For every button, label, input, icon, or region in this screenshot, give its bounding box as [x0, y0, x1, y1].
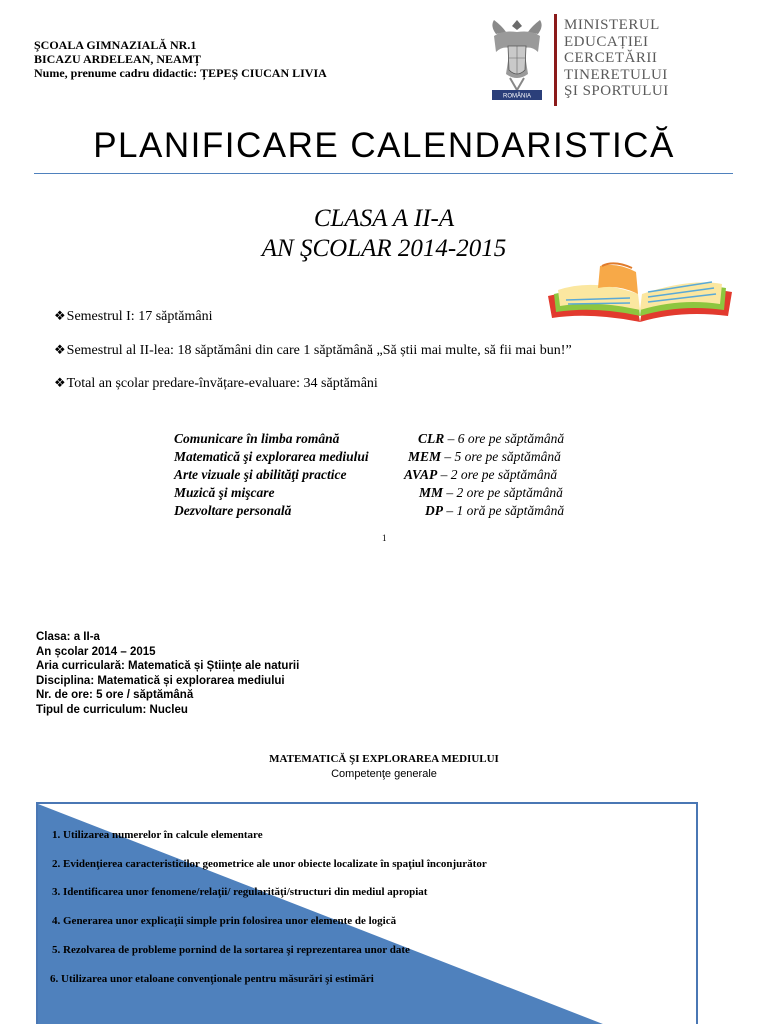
diamond-bullet-icon: ❖: [54, 342, 66, 357]
competences-heading: Competenţe generale: [331, 768, 437, 780]
info-line: Disciplina: Matematică și explorarea mediului: [36, 674, 285, 687]
class-info: [36, 630, 299, 717]
subject-name: Dezvoltare personală: [174, 503, 292, 518]
subject-row: [174, 449, 594, 467]
subject-code: DP – 1 oră pe săptămână: [425, 503, 565, 518]
semester-2: [54, 342, 572, 359]
competence-item: 1. Utilizarea numerelor în calcule elementare: [52, 829, 263, 841]
subject-row: [174, 503, 594, 521]
ministry-line: TINERETULUI: [564, 66, 668, 83]
subject-code: MEM – 5 ore pe săptămână: [408, 449, 561, 464]
ministry-line: MINISTERUL: [564, 17, 660, 33]
school-year: AN ŞCOLAR 2014-2015: [261, 235, 507, 262]
subject-code: CLR – 6 ore pe săptămână: [418, 431, 565, 446]
semester-total: [54, 375, 378, 392]
school-location: BICAZU ARDELEAN, NEAMȚ: [34, 52, 202, 66]
competence-item: 5. Rezolvarea de probleme pornind de la sortarea şi reprezentarea unor date: [52, 944, 410, 956]
diamond-bullet-icon: ❖: [54, 375, 66, 390]
semester-text: Total an școlar predare-învățare-evaluare: 34 săptămâni: [66, 376, 378, 391]
competence-item: 2. Evidenţierea caracteristicilor geometrice ale unor obiecte localizate în spaţiul înconjurător: [52, 858, 487, 870]
class-level: CLASA A II-A: [313, 205, 455, 232]
ministry-name: [564, 17, 669, 100]
page-number: 1: [382, 533, 387, 543]
ministry-line: ŞI SPORTULUI: [564, 83, 669, 99]
info-line: Clasa: a II-a: [36, 631, 100, 643]
diamond-bullet-icon: ❖: [54, 308, 66, 323]
competence-item: 4. Generarea unor explicaţii simple prin folosirea unor elemente de logică: [52, 915, 397, 927]
info-line: Nr. de ore: 5 ore / săptămână: [36, 689, 194, 701]
info-line: Tipul de curriculum: Nucleu: [36, 703, 188, 716]
competence-item: 6. Utilizarea unor etaloane convenţionale pentru măsurări şi estimări: [50, 973, 374, 985]
info-line: Aria curriculară: Matematică și Științe ale naturii: [36, 660, 300, 672]
class-heading: [0, 204, 768, 264]
subject-name: Comunicare în limba română: [174, 431, 340, 446]
ministry-line: CERCETĂRII: [564, 50, 658, 66]
subject-row: [174, 485, 594, 503]
subject-heading: MATEMATICĂ ŞI EXPLORAREA MEDIULUI: [269, 753, 499, 765]
subject-code: MM – 2 ore pe săptămână: [419, 485, 563, 500]
teacher-name: Nume, prenume cadru didactic: ȚEPEȘ CIUCAN LIVIA: [34, 66, 327, 80]
ministry-divider: [554, 14, 557, 106]
school-name: ŞCOALA GIMNAZIALĂ NR.1: [34, 38, 197, 52]
subjects-list: [174, 431, 594, 521]
competence-item: 3. Identificarea unor fenomene/relaţii/ regularităţi/structuri din mediul apropiat: [52, 886, 428, 898]
semester-1: [54, 308, 212, 325]
subject-row: [174, 431, 594, 449]
title-underline: [34, 173, 733, 174]
crest-caption: ROMÂNIA: [502, 93, 532, 100]
competences-box: [36, 802, 698, 1024]
coat-of-arms-icon: [488, 16, 546, 104]
info-line: An școlar 2014 – 2015: [36, 645, 156, 658]
subject-name: Muzică şi mişcare: [174, 485, 275, 500]
semester-text: Semestrul I: 17 săptămâni: [66, 309, 213, 324]
semester-text: Semestrul al II-lea: 18 săptămâni din care 1 săptămână „Să știi mai multe, să fii mai bun!”: [66, 343, 572, 358]
subject-name: Arte vizuale şi abilităţi practice: [174, 467, 347, 482]
subject-row: [174, 467, 594, 485]
open-book-icon: [540, 258, 740, 338]
school-info: [34, 38, 327, 80]
ministry-line: EDUCAȚIEI: [564, 33, 649, 50]
subject-name: Matematică şi explorarea mediului: [174, 449, 369, 464]
page-title: PLANIFICARE CALENDARISTICĂ: [93, 126, 675, 165]
subject-code: AVAP – 2 ore pe săptămână: [404, 467, 558, 482]
